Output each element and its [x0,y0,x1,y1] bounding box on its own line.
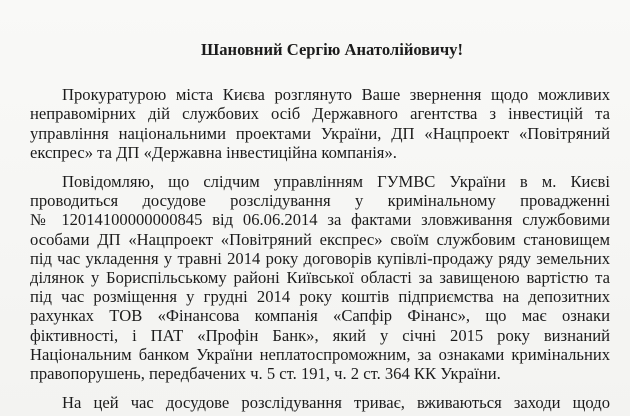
salutation: Шановний Сергію Анатолійовичу! [201,40,463,59]
paragraph-line: експрес» та ДП «Державна інвестиційна компанія». [30,142,397,162]
paragraph-line: проводиться досудове розслідування у кримінальному провадженні [30,191,610,211]
paragraph-line: На цей час досудове розслідування триває, вживаються заходи щодо [62,393,610,413]
paragraph-line: Національним банком України неплатоспроможним, за ознаками кримінальних [30,344,610,364]
paragraph-line: управління національними проектами України, ДП «Нацпроект «Повітряний [30,123,610,143]
paragraph-1 [30,85,610,162]
paragraph-line: Прокуратурою міста Києва розглянуто Ваше звернення щодо можливих [62,85,610,105]
letter-body [30,40,610,416]
paragraph-line: № 12014100000000845 від 06.06.2014 за фактами зловживання службовими [30,210,610,230]
paragraph-line: рахунках ТОВ «Фінансова компанія «Сапфір Фінанс», що має ознаки [30,306,610,326]
paragraph-line: особами ДП «Нацпроект «Повітряний експрес» своїм службовим становищем [30,229,610,249]
paragraph-line: фіктивності, і ПАТ «Профін Банк», який у січні 2015 року визнаний [30,325,610,345]
paragraph-line: правопорушень, передбачених ч. 5 ст. 191, ч. 2 ст. 364 КК України. [30,364,501,384]
paragraph-line: ділянок у Бориспільському районі Київської області за завищеною вартістю та [30,268,610,288]
paragraph-line: під час розміщення у грудні 2014 року коштів підприємства на депозитних [30,287,610,307]
paragraph-3 [62,393,610,412]
paragraph-2 [30,172,610,384]
paragraph-line: Повідомляю, що слідчим управлінням ГУМВС України в м. Києві [62,172,610,192]
paragraph-line: неправомірних дій службових осіб Державного агентства з інвестицій та [30,104,610,124]
paragraph-line: під час укладення у травні 2014 року договорів купівлі-продажу ряду земельних [30,248,610,268]
